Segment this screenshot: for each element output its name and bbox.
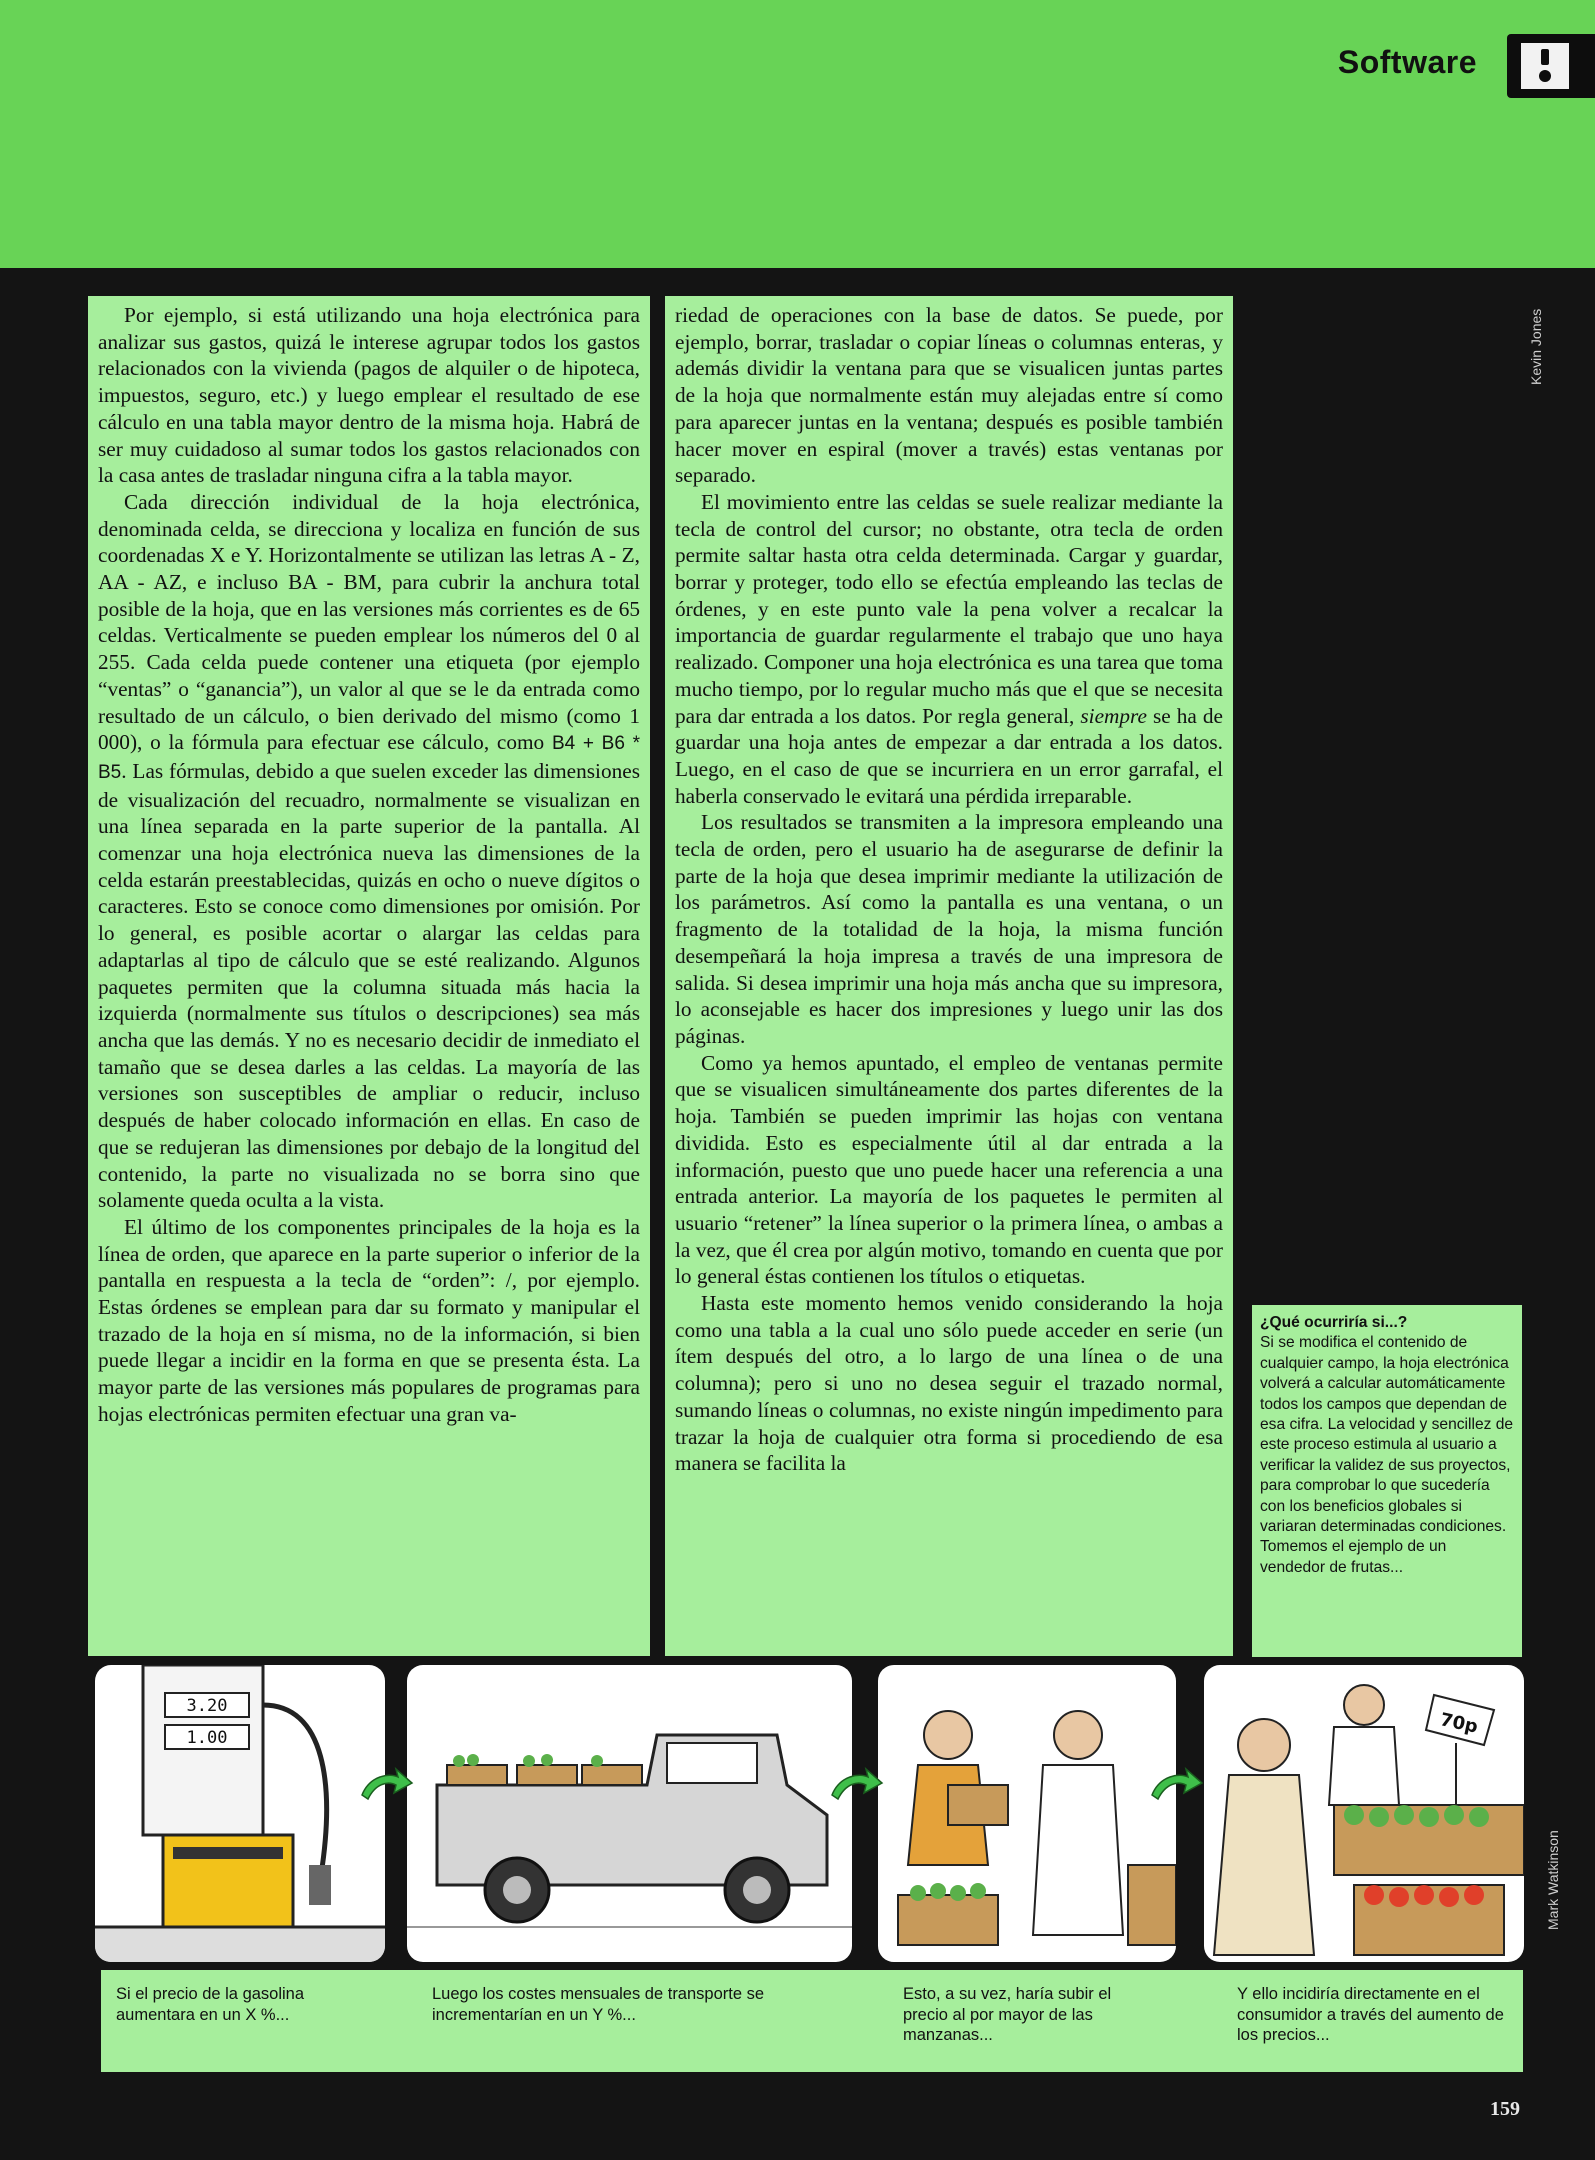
illustration-retail-market	[1204, 1665, 1524, 1962]
header-band	[0, 0, 1595, 268]
formula-text: B4 + B6 * B5	[98, 733, 641, 783]
paragraph: Hasta este momento hemos venido considerando la hoja como una tabla a la cual uno sólo puede acceder en serie (un ítem después del otro, a lo largo de una línea o de una columna); pero si uno no desea seguir el trazado normal, sumando líneas o columnas, no existe ningún impedimento para trazar la hoja de cualquier otra forma si procediendo de esa manera se facilita la	[675, 1291, 1223, 1476]
paragraph: riedad de operaciones con la base de datos. Se puede, por ejemplo, borrar, trasladar o copiar líneas o columnas enteras, y además dividir la ventana para que se visualicen juntas partes de la hoja que normalmente están muy alejadas entre sí como para aparecer juntas en la ventana; después es posible también hacer mover en espiral (mover a través) estas ventanas por separado.	[675, 303, 1223, 488]
text-column-middle	[665, 296, 1233, 1656]
caption-fuel-price: Si el precio de la gasolina aumentara en un X %...	[116, 1985, 305, 2024]
sidebar-title: ¿Qué ocurriría si...?	[1260, 1314, 1408, 1331]
emphasis-text: siempre	[1080, 703, 1147, 728]
fuel-pump-drawing	[95, 1665, 385, 1962]
sidebar-box	[1252, 1305, 1522, 1657]
section-title: Software	[1337, 44, 1477, 80]
exclamation-icon	[1507, 34, 1595, 98]
pump-price-display: 3.20	[186, 1696, 228, 1716]
caption-wholesale-price: Esto, a su vez, haría subir el precio al por mayor de las manzanas...	[903, 1985, 1112, 2044]
market-drawing	[1204, 1665, 1524, 1962]
sidebar-body: Si se modifica el contenido de cualquier campo, la hoja electrónica volverá a calcular automáticamente todos los campos que dependan de esa cifra. La velocidad y sencillez de este proceso estimula al usuario a verificar la validez de sus proyectos, para comprobar lo que sucedería con los beneficios globales si variaran determinadas condiciones. Tomemos el ejemplo de un vendedor de frutas...	[1260, 1334, 1514, 1576]
illustration-fuel-pump	[95, 1665, 385, 1962]
caption-transport-costs: Luego los costes mensuales de transporte se incrementarían en un Y %...	[432, 1985, 765, 2024]
illustration-credit: Mark Watkinson	[1545, 1830, 1561, 1930]
arrow-right-icon	[360, 1765, 414, 1805]
page-number: 159	[1490, 2098, 1520, 2120]
photo-credit: Kevin Jones	[1528, 308, 1544, 385]
paragraph: Por ejemplo, si está utilizando una hoja electrónica para analizar sus gastos, quizá le interese agrupar todos los gastos relacionados con la vivienda (pagos de alquiler o de hipoteca, impuestos, seguro, etc.) y luego emplear el resultado de ese cálculo en una tabla mayor dentro de la misma hoja. Habrá de ser muy cuidadoso al sumar todos los gastos relacionados con la casa antes de trasladar ninguna cifra a la tabla mayor.	[98, 303, 640, 488]
arrow-right-icon	[830, 1765, 884, 1805]
illustration-wholesale-trade	[878, 1665, 1176, 1962]
wholesale-drawing	[878, 1665, 1176, 1962]
paragraph: El último de los componentes principales de la hoja es la línea de orden, que aparece en la parte superior o inferior de la pantalla en respuesta a la tecla de “orden”: /, por ejemplo. Estas órdenes se emplean para dar su formato y manipular el trazado de la hoja en sí misma, no de la información, si bien puede llegar a incidir en la forma en que se presenta ésta. La mayor parte de las versiones más populares de programas para hojas electrónicas permiten efectuar una gran va-	[98, 1214, 640, 1426]
truck-drawing	[407, 1665, 852, 1962]
illustration-delivery-truck	[407, 1665, 852, 1962]
paragraph: Los resultados se transmiten a la impresora empleando una tecla de orden, pero el usuario ha de asegurarse de definir la parte de la hoja que desea imprimir mediante la utilización de los parámetros. Así como la pantalla es una ventana, o un fragmento de la totalidad de la hoja, la misma función desempeñará la hoja impresa a través de una impresora de salida. Si desea imprimir una hoja más ancha que su impresora, lo aconsejable es hacer dos impresiones y luego unir las dos páginas.	[675, 810, 1223, 1048]
paragraph: El movimiento entre las celdas se suele realizar mediante la tecla de control del cursor; no obstante, otra tecla de orden permite saltar hasta otra celda determinada. Cargar y guardar, borrar y proteger, todo ello se efectúa empleando las teclas de órdenes, y en este punto vale la pena volver a recalcar la importancia de guardar regularmente el trabajo que uno haya realizado. Componer una hoja electrónica es una tarea que toma mucho tiempo, por lo regular mucho más que el que se necesita para dar entrada a los datos. Por regla general, siempre se ha de guardar una hoja antes de empezar a dar entrada a los datos. Luego, en el caso de que se incurriera en un error garrafal, el haberla conservado le evitará una pérdida irreparable.	[675, 489, 1223, 808]
paragraph: Cada dirección individual de la hoja electrónica, denominada celda, se direcciona y localiza en función de sus coordenadas X e Y. Horizontalmente se utilizan las letras A - Z, AA - AZ, e incluso BA - BM, para cubrir la anchura total posible de la hoja, que en las versiones más corrientes es de 65 celdas. Verticalmente se pueden emplear los números del 0 al 255. Cada celda puede contener una etiqueta (por ejemplo “ventas” o “ganancia”), un valor al que se le da entrada como resultado de un cálculo, o bien derivado del mismo (como 1 000), o la fórmula para efectuar ese cálculo, como B4 + B6 * B5. Las fórmulas, debido a que suelen exceder las dimensiones de visualización del recuadro, normalmente se visualizan en una línea separada en la parte superior de la pantalla. Al comenzar una hoja electrónica nueva las dimensiones de la celda estarán preestablecidas, quizás en ocho o nueve dígitos o caracteres. Esto se conoce como dimensiones por omisión. Por lo general, es posible acortar o alargar las celdas para adaptarlas al tipo de cálculo que se esté realizando. Algunos paquetes permiten que la columna situada más hacia la izquierda (normalmente sus títulos o descripciones) sea más ancha que las demás. Y no es necesario decidir de inmediato el tamaño que se desea darles a las celdas. La mayoría de las versiones son susceptibles de ampliar o reducir, incluso después de haber colocado información en ellas. En caso de que se redujeran las dimensiones por debajo de la longitud del contenido, la parte no visualizada no se borra sino que solamente queda oculta a la vista.	[98, 489, 641, 1213]
arrow-right-icon	[1150, 1765, 1204, 1805]
price-sign: 70p	[1438, 1709, 1480, 1738]
pump-volume-display: 1.00	[186, 1728, 228, 1748]
text-column-left	[88, 296, 650, 1656]
caption-consumer-price: Y ello incidiría directamente en el consumidor a través del aumento de los precios...	[1237, 1985, 1504, 2044]
paragraph: Como ya hemos apuntado, el empleo de ventanas permite que se visualicen simultáneamente dos partes diferentes de la hoja. También se pueden imprimir las hojas con ventana dividida. Esto es especialmente útil al dar entrada a la información, puesto que uno puede hacer una referencia a una entrada anterior. La mayoría de los paquetes le permiten al usuario “retener” la línea superior o la primera línea, o ambas a la vez, que él crea por algún motivo, tomando en cuenta que por lo general éstas contienen los títulos o etiquetas.	[675, 1050, 1223, 1289]
